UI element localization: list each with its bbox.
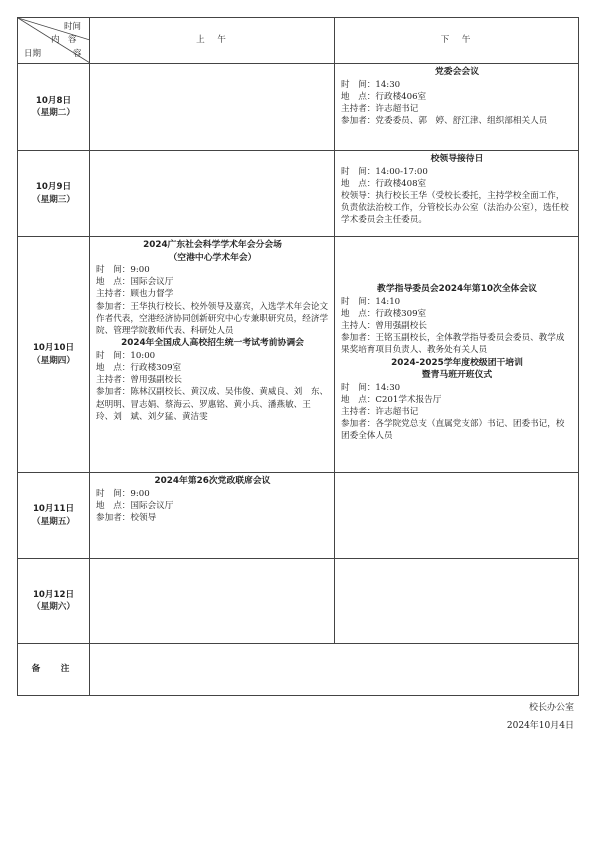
issue-date: 2024年10月4日 bbox=[506, 721, 574, 731]
event-location: 地 点：行政楼408室 bbox=[341, 178, 427, 189]
afternoon-header: 下 午 bbox=[335, 18, 579, 64]
date-label: 10月12日 bbox=[32, 589, 75, 600]
event-location: 地 点：行政楼406室 bbox=[341, 91, 427, 102]
corner-time-label: 时间 bbox=[64, 22, 82, 32]
event-title: 校领导接待日 bbox=[430, 154, 484, 164]
event-participants: 参加者：党委委员、郭 婷、舒江津、组织部相关人员 bbox=[341, 116, 548, 127]
event-host: 主持者：顾也力督学 bbox=[96, 289, 174, 300]
weekday-label: （星期五） bbox=[32, 516, 75, 527]
afternoon-cell bbox=[335, 64, 579, 151]
event-participants: 参加者：陈林汉副校长、黄汉成、吴伟俊、黄威良、刘 东、赵明明、冒志娟、蔡海云、罗惠铭、黄小兵、潘燕敏、王 玲、刘 斌、刘夕猛、黄洁雯 bbox=[96, 387, 329, 422]
table-row bbox=[18, 237, 579, 473]
event-leader: 校领导：执行校长王华（受校长委托，主持学校全面工作，负责依法治校工作，分管校长办公室（法治办公室），选任校学术委员会主任委员。 bbox=[341, 190, 569, 226]
event-host: 主持者：许志超书记 bbox=[341, 103, 419, 114]
date-cell bbox=[18, 64, 90, 151]
date-label: 10月9日 bbox=[35, 182, 72, 193]
event-subtitle: （空港中心学术年会） bbox=[168, 252, 257, 263]
event-time: 时 间：10:00 bbox=[96, 350, 156, 361]
weekday-label: （星期六） bbox=[32, 602, 75, 612]
morning-cell bbox=[90, 64, 335, 151]
event-title: 2024广东社会科学学术年会分会场 bbox=[143, 240, 282, 250]
event-time: 时 间：14:30 bbox=[341, 79, 401, 90]
event-location: 地 点：行政楼309室 bbox=[96, 362, 182, 373]
notes-cell bbox=[90, 644, 579, 696]
event-location: 地 点：国际会议厅 bbox=[96, 277, 174, 288]
table-row bbox=[18, 473, 579, 559]
date-label: 10月10日 bbox=[32, 343, 75, 354]
event-title: 2024-2025学年度校级团干培训 bbox=[391, 357, 523, 368]
header-row bbox=[18, 18, 579, 64]
event-participants: 参加者：校领导 bbox=[96, 512, 157, 523]
morning-cell bbox=[90, 151, 335, 237]
event-participants: 参加者：王华执行校长、校外领导及嘉宾，入选学术年会论文作者代表，空港经济协同创新研究中心专兼职研究员，经济学院、管理学院教师代表、科研处人员 bbox=[96, 301, 329, 337]
date-cell bbox=[18, 237, 90, 473]
morning-cell bbox=[90, 559, 335, 644]
event-host: 主持者：曾用强副校长 bbox=[96, 375, 182, 386]
event-time: 时 间：9:00 bbox=[96, 488, 150, 499]
event-title: 2024年第26次党政联席会议 bbox=[154, 476, 271, 486]
afternoon-cell bbox=[335, 473, 579, 559]
event-time: 时 间：9:00 bbox=[96, 265, 150, 275]
date-cell bbox=[18, 559, 90, 644]
weekday-label: （星期二） bbox=[32, 108, 75, 118]
date-label: 10月8日 bbox=[35, 95, 72, 106]
spacer bbox=[341, 261, 573, 283]
table-row bbox=[18, 64, 579, 151]
event-title: 党委会会议 bbox=[435, 67, 479, 77]
event-host: 主持人：曾用强副校长 bbox=[341, 320, 427, 331]
event-location: 地 点：行政楼309室 bbox=[341, 308, 427, 319]
event-time: 时 间：14:00-17:00 bbox=[341, 166, 428, 177]
event-title: 2024年全国成人高校招生统一考试考前协调会 bbox=[121, 338, 304, 349]
morning-header: 上 午 bbox=[90, 18, 335, 64]
corner-date-label: 日期 bbox=[24, 49, 42, 59]
notes-row bbox=[18, 644, 579, 696]
event-participants: 参加者：王铭玉副校长，全体教学指导委员会委员、教学成果奖培育项目负责人、教务处有关人员 bbox=[341, 333, 565, 356]
afternoon-cell bbox=[335, 237, 579, 473]
afternoon-cell bbox=[335, 559, 579, 644]
event-host: 主持者：许志超书记 bbox=[341, 406, 419, 417]
notes-label: 备 注 bbox=[18, 644, 90, 696]
schedule-table bbox=[17, 17, 579, 696]
date-label: 10月11日 bbox=[32, 504, 75, 515]
issuer-office: 校长办公室 bbox=[528, 703, 574, 713]
event-subtitle: 暨青马班开班仪式 bbox=[421, 370, 493, 381]
event-time: 时 间：14:10 bbox=[341, 296, 401, 307]
weekday-label: （星期三） bbox=[32, 194, 75, 205]
date-cell bbox=[18, 473, 90, 559]
afternoon-cell bbox=[335, 151, 579, 237]
event-participants: 参加者：各学院党总支（直属党支部）书记、团委书记，校团委全体人员 bbox=[341, 419, 565, 442]
table-row bbox=[18, 559, 579, 644]
morning-cell bbox=[90, 237, 335, 473]
corner-rong-label: 容 bbox=[73, 49, 82, 59]
morning-cell bbox=[90, 473, 335, 559]
event-time: 时 间：14:30 bbox=[341, 382, 401, 393]
weekday-label: （星期四） bbox=[32, 355, 75, 366]
event-location: 地 点：国际会议厅 bbox=[96, 500, 174, 511]
event-title: 教学指导委员会2024年第10次全体会议 bbox=[377, 284, 537, 294]
table-row bbox=[18, 151, 579, 237]
event-location: 地 点：C201学术报告厅 bbox=[341, 394, 442, 405]
corner-content-label: 内 容 bbox=[51, 35, 77, 45]
date-cell bbox=[18, 151, 90, 237]
corner-header-cell bbox=[18, 18, 90, 64]
